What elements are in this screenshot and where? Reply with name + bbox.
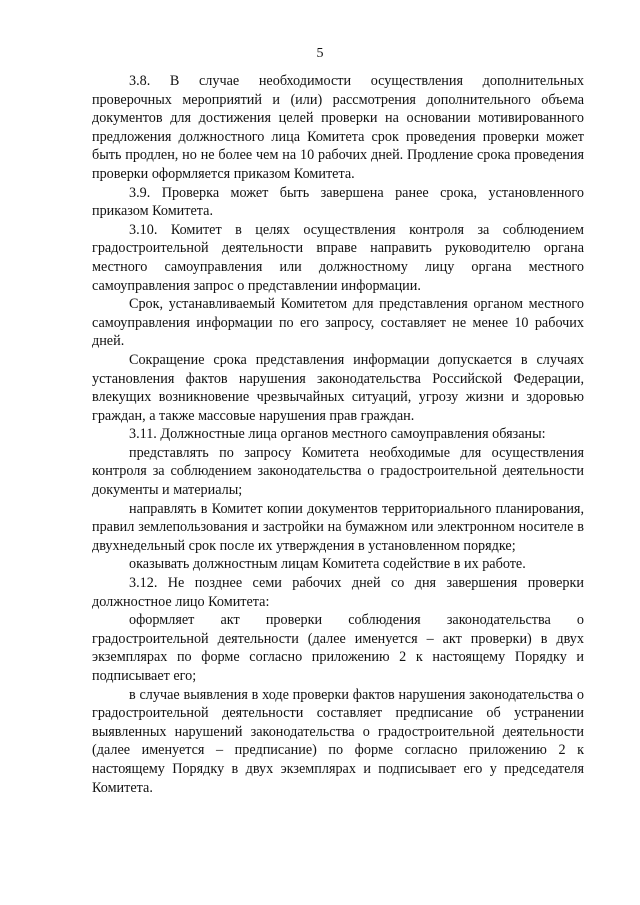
duty-item-provide-documents: представлять по запросу Комитета необходимые для осуществления контроля за соблюдением законодательства о градостроительной деятельности документы и материалы; <box>92 444 584 499</box>
action-item-inspection-act: оформляет акт проверки соблюдения законодательства о градостроительной деятельности (далее именуется – акт проверки) в двух экземплярах по форме согласно приложению 2 к настоящему Порядку и подписывает его; <box>92 612 584 684</box>
duty-item-send-copies: направлять в Комитет копии документов территориального планирования, правил землепользования и застройки на бумажном или электронном носителе в двухнедельный срок после их утверждения в установленном порядке; <box>92 500 584 554</box>
document-body <box>92 72 584 797</box>
paragraph-3-10: 3.10. Комитет в целях осуществления контроля за соблюдением градостроительной деятельности вправе направить руководителю органа местного самоуправления или должностному лицу органа местного самоуправления запрос о представлении информации. <box>92 221 584 294</box>
paragraph-3-12: 3.12. Не позднее семи рабочих дней со дня завершения проверки должностное лицо Комитета: <box>92 575 584 610</box>
paragraph-3-9: 3.9. Проверка может быть завершена ранее срока, установленного приказом Комитета. <box>92 184 584 220</box>
paragraph-3-8: 3.8. В случае необходимости осуществления дополнительных проверочных мероприятий и (или) рассмотрения дополнительного объема документов для достижения целей проверки на основании мотивированного предложения должностного лица Комитета срок проведения проверки может быть продлен, но не более чем на 10 рабочих дней. Продление срока проведения проверки оформляется приказом Комитета. <box>92 73 584 182</box>
paragraph-term-reduction: Сокращение срока представления информации допускается в случаях установления фактов нарушения законодательства Российской Федерации, влекущих возникновение чрезвычайных ситуаций, угрозу жизни и здоровью граждан, а также массовые нарушения прав граждан. <box>92 351 584 424</box>
action-item-prescription: в случае выявления в ходе проверки фактов нарушения законодательства о градостроительной деятельности составляет предписание об устранении выявленных нарушений законодательства о градостроительной деятельности (далее именуется – предписание) по форме согласно приложению 2 к настоящему Порядку в двух экземплярах и подписывает его у председателя Комитета. <box>92 686 584 796</box>
paragraph-3-11: 3.11. Должностные лица органов местного самоуправления обязаны: <box>129 426 546 443</box>
paragraph-response-term: Срок, устанавливаемый Комитетом для представления органом местного самоуправления информации по его запросу, составляет не менее 10 рабочих дней. <box>92 296 584 350</box>
page-number: 5 <box>316 46 324 61</box>
duty-item-assist: оказывать должностным лицам Комитета содействие в их работе. <box>129 556 526 573</box>
